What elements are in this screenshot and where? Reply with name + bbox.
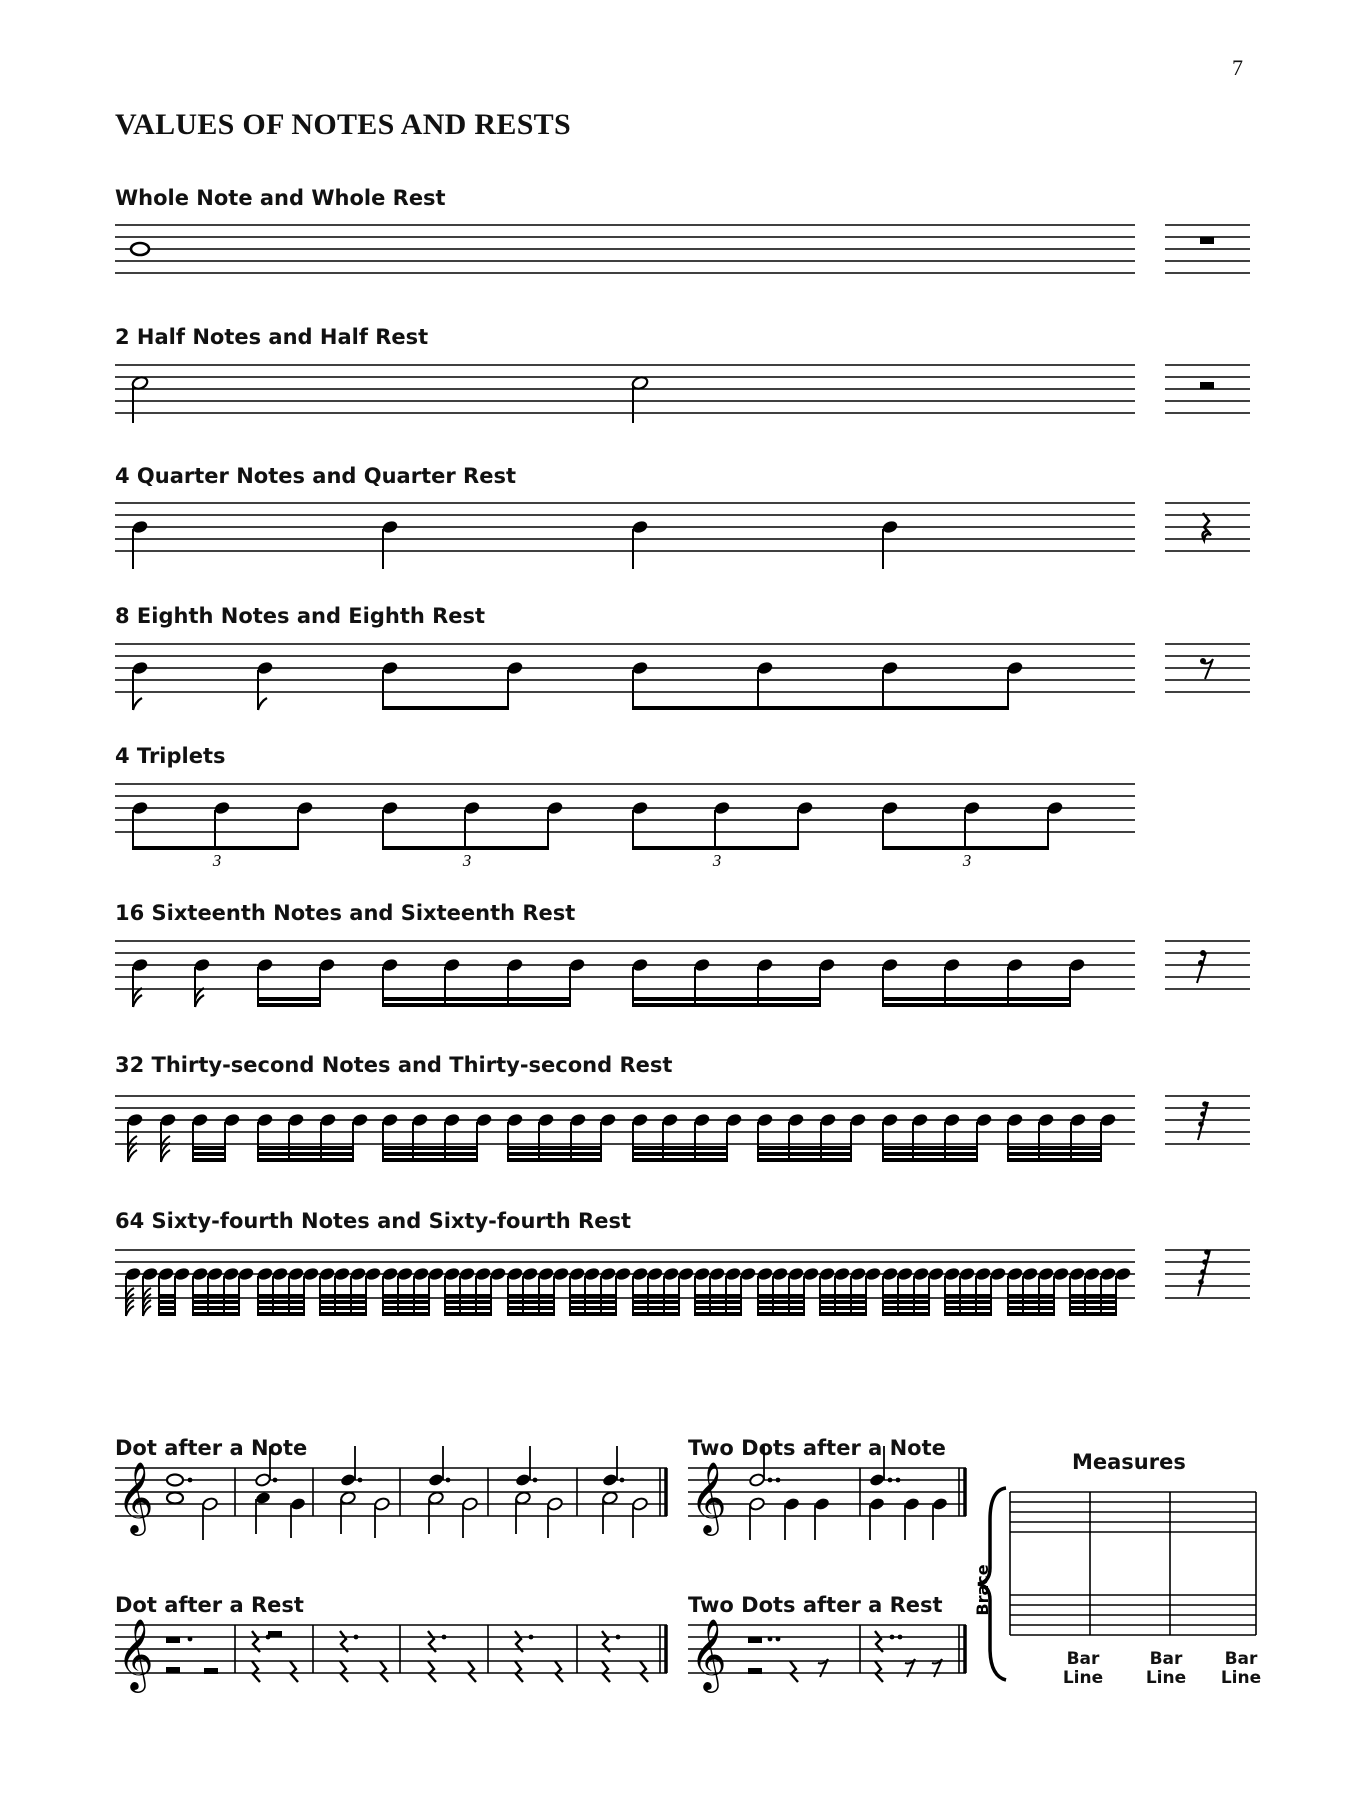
- note-beam: [883, 1294, 929, 1298]
- note-beam: [193, 1300, 239, 1304]
- note-head: [462, 1497, 479, 1512]
- note-beam: [695, 1306, 741, 1310]
- page-number: 7: [1232, 55, 1243, 80]
- note-beam: [695, 1300, 741, 1304]
- dot: [768, 1478, 773, 1483]
- note-beam: [258, 1306, 304, 1310]
- note-beam: [1008, 1312, 1054, 1316]
- brace-label: Brace: [973, 1564, 992, 1616]
- note-beam: [159, 1300, 175, 1304]
- note-beam: [320, 1312, 366, 1316]
- bar-line-label: Bar Line: [1145, 1649, 1187, 1688]
- note-beam: [633, 1300, 679, 1304]
- note-head: [428, 1473, 445, 1488]
- dot: [768, 1637, 773, 1642]
- note-beam: [883, 1312, 929, 1316]
- note-beam: [570, 1312, 616, 1316]
- note-beam: [1008, 1152, 1101, 1156]
- note-beam: [258, 1312, 304, 1316]
- note-beam: [945, 1300, 991, 1304]
- dot: [529, 1635, 534, 1640]
- note-beam: [508, 1306, 554, 1310]
- note-beam: [383, 1152, 477, 1156]
- two-dots-after-note-label: Two Dots after a Note: [688, 1436, 946, 1460]
- note-beam: [508, 1158, 601, 1162]
- note-beam: [133, 846, 298, 850]
- section-title-eighth: 8 Eighth Notes and Eighth Rest: [115, 604, 486, 628]
- note-beam: [159, 1306, 175, 1310]
- note-beam: [508, 1294, 554, 1298]
- note-beam: [383, 1300, 429, 1304]
- dot: [442, 1635, 447, 1640]
- note-beam: [758, 1294, 804, 1298]
- note-beam: [258, 1158, 353, 1162]
- note-beam: [633, 706, 1008, 710]
- dot-after-note-label: Dot after a Note: [115, 1436, 308, 1460]
- rest-mark: [468, 1661, 476, 1682]
- triplet-number: 3: [962, 851, 972, 870]
- note-beam: [445, 1306, 491, 1310]
- rest-mark: [515, 1661, 523, 1682]
- note-beam: [258, 1152, 353, 1156]
- note-beam: [570, 1294, 616, 1298]
- note-head: [202, 1497, 219, 1512]
- note-beam: [1008, 1158, 1101, 1162]
- note-beam: [383, 1146, 477, 1150]
- note-beam: [695, 1294, 741, 1298]
- note-head: [374, 1497, 391, 1512]
- triplet-marks: [212, 851, 972, 870]
- note-beam: [383, 846, 548, 850]
- treble-clef-icon: 𝄞: [117, 1460, 154, 1533]
- dot: [888, 1478, 893, 1483]
- whole-rest: [1200, 237, 1214, 244]
- note-beam: [320, 1300, 366, 1304]
- note-beam: [193, 1152, 225, 1156]
- rest-mark: [790, 1661, 798, 1682]
- note-beam: [633, 1294, 679, 1298]
- note-head: [749, 1473, 766, 1488]
- note-head: [255, 1491, 272, 1506]
- staves: [115, 225, 1250, 1298]
- bar-line-label: Bar Line: [1220, 1649, 1262, 1688]
- note-head: [340, 1491, 357, 1506]
- note-beam: [258, 997, 320, 1001]
- dot: [776, 1478, 781, 1483]
- rest-mark: [602, 1661, 610, 1682]
- note-beam: [445, 1300, 491, 1304]
- half-rest: [204, 1668, 218, 1674]
- note-head: [255, 1473, 272, 1488]
- note-beam: [1008, 1294, 1054, 1298]
- section-title-whole: Whole Note and Whole Rest: [115, 186, 446, 210]
- note-beam: [883, 1152, 977, 1156]
- note-flag: [258, 698, 267, 710]
- sixty-fourth-rest: [1198, 1250, 1210, 1296]
- note-beam: [758, 1300, 804, 1304]
- note-beam: [383, 1306, 429, 1310]
- note-beam: [633, 1152, 727, 1156]
- note-head: [428, 1491, 445, 1506]
- note-beam: [945, 1312, 991, 1316]
- page-title: VALUES OF NOTES AND RESTS: [115, 108, 571, 141]
- dot: [273, 1478, 278, 1483]
- dot-after-rest-label: Dot after a Rest: [115, 1593, 304, 1617]
- half-rest: [748, 1637, 762, 1643]
- note-head: [814, 1497, 831, 1512]
- triplet-number: 3: [212, 851, 222, 870]
- dot: [898, 1635, 903, 1640]
- notes: [124, 237, 1214, 1316]
- note-beam: [383, 706, 508, 710]
- note-beam: [758, 1306, 804, 1310]
- whole-rest: [166, 1637, 180, 1643]
- note-head: [932, 1497, 949, 1512]
- note-beam: [695, 1312, 741, 1316]
- whole-rest: [166, 1667, 180, 1673]
- note-beam: [193, 1158, 225, 1162]
- half-rest: [1200, 382, 1214, 389]
- bottom-examples: [115, 1446, 1256, 1693]
- note-beam: [883, 1306, 929, 1310]
- half-rest: [268, 1631, 282, 1637]
- note-beam: [820, 1306, 866, 1310]
- note-beam: [758, 1158, 851, 1162]
- rest-mark: [640, 1661, 648, 1682]
- note-beam: [883, 1300, 929, 1304]
- note-beam: [570, 1300, 616, 1304]
- rest-mark: [290, 1661, 298, 1682]
- note-head: [632, 1497, 649, 1512]
- note-beam: [320, 1294, 366, 1298]
- note-beam: [758, 1152, 851, 1156]
- note-beam: [445, 1312, 491, 1316]
- note-beam: [508, 1312, 554, 1316]
- sixteenth-rest: [1197, 953, 1206, 983]
- note-head: [749, 1497, 766, 1512]
- note-head: [290, 1497, 307, 1512]
- note-beam: [193, 1146, 225, 1150]
- note-beam: [258, 1146, 353, 1150]
- rest-mark: [252, 1661, 260, 1682]
- note-beam: [258, 1300, 304, 1304]
- note-beam: [508, 1300, 554, 1304]
- note-beam: [758, 1146, 851, 1150]
- note-beam: [1008, 1146, 1101, 1150]
- dot: [896, 1478, 901, 1483]
- dot: [616, 1635, 621, 1640]
- section-title-sixtyfourth: 64 Sixty-fourth Notes and Sixty-fourth Rest: [115, 1209, 632, 1233]
- half-rest: [748, 1668, 762, 1674]
- note-beam: [258, 1003, 320, 1007]
- note-beam: [383, 1158, 477, 1162]
- note-beam: [883, 1146, 977, 1150]
- whole-note: [167, 1475, 183, 1486]
- note-beam: [193, 1312, 239, 1316]
- note-head: [340, 1473, 357, 1488]
- measures-label: Measures: [1072, 1450, 1186, 1474]
- section-title-triplets: 4 Triplets: [115, 744, 226, 768]
- triplet-number: 3: [712, 851, 722, 870]
- note-beam: [1070, 1312, 1116, 1316]
- rest-mark: [555, 1661, 563, 1682]
- note-beam: [883, 997, 1070, 1001]
- rest-mark: [380, 1661, 388, 1682]
- note-beam: [1008, 1300, 1054, 1304]
- note-beam: [383, 997, 570, 1001]
- note-beam: [445, 1294, 491, 1298]
- note-beam: [1070, 1294, 1116, 1298]
- treble-clef-icon: 𝄞: [690, 1617, 727, 1690]
- note-head: [869, 1473, 886, 1488]
- note-beam: [1070, 1300, 1116, 1304]
- rest-mark: [340, 1661, 348, 1682]
- bar-line-label: Bar Line: [1062, 1649, 1104, 1688]
- note-beam: [633, 1146, 727, 1150]
- dot: [776, 1637, 781, 1642]
- note-beam: [508, 1152, 601, 1156]
- note-beam: [945, 1306, 991, 1310]
- note-head: [515, 1491, 532, 1506]
- note-beam: [258, 1294, 304, 1298]
- note-beam: [633, 1306, 679, 1310]
- note-beam: [193, 1294, 239, 1298]
- note-head: [869, 1497, 886, 1512]
- note-beam: [159, 1312, 175, 1316]
- dot: [358, 1478, 363, 1483]
- note-beam: [383, 1294, 429, 1298]
- note-beam: [159, 1294, 175, 1298]
- rest-mark: [428, 1661, 436, 1682]
- note-beam: [633, 846, 798, 850]
- note-beam: [945, 1294, 991, 1298]
- note-beam: [633, 1158, 727, 1162]
- note-flag: [133, 698, 142, 710]
- dot: [188, 1637, 193, 1642]
- note-beam: [820, 1312, 866, 1316]
- treble-clef-icon: 𝄞: [117, 1617, 154, 1690]
- note-head: [515, 1473, 532, 1488]
- dot: [533, 1478, 538, 1483]
- note-beam: [633, 1003, 820, 1007]
- dot: [354, 1635, 359, 1640]
- note-beam: [883, 1003, 1070, 1007]
- note-beam: [383, 1312, 429, 1316]
- note-head: [904, 1497, 921, 1512]
- section-title-half: 2 Half Notes and Half Rest: [115, 325, 429, 349]
- note-beam: [320, 1306, 366, 1310]
- dot: [620, 1478, 625, 1483]
- dot: [890, 1635, 895, 1640]
- note-beam: [820, 1294, 866, 1298]
- note-beam: [570, 1306, 616, 1310]
- note-beam: [883, 846, 1048, 850]
- note-head: [602, 1473, 619, 1488]
- note-beam: [820, 1300, 866, 1304]
- section-title-quarter: 4 Quarter Notes and Quarter Rest: [115, 464, 516, 488]
- dot: [446, 1478, 451, 1483]
- treble-clef-icon: 𝄞: [690, 1460, 727, 1533]
- note-beam: [193, 1306, 239, 1310]
- two-dots-after-rest-label: Two Dots after a Rest: [688, 1593, 943, 1617]
- note-beam: [383, 1003, 570, 1007]
- rest-mark: [875, 1661, 883, 1682]
- whole-note: [131, 243, 149, 255]
- section-title-thirtysecond: 32 Thirty-second Notes and Thirty-second Rest: [115, 1053, 673, 1077]
- note-beam: [1070, 1306, 1116, 1310]
- note-beam: [1008, 1306, 1054, 1310]
- triplet-number: 3: [462, 851, 472, 870]
- section-title-sixteenth: 16 Sixteenth Notes and Sixteenth Rest: [115, 901, 576, 925]
- note-head: [784, 1497, 801, 1512]
- note-beam: [508, 1146, 601, 1150]
- dot: [188, 1478, 193, 1483]
- note-beam: [633, 1312, 679, 1316]
- note-beam: [633, 997, 820, 1001]
- whole-note: [167, 1493, 183, 1504]
- note-beam: [883, 1158, 977, 1162]
- note-head: [602, 1491, 619, 1506]
- note-beam: [758, 1312, 804, 1316]
- note-head: [547, 1497, 564, 1512]
